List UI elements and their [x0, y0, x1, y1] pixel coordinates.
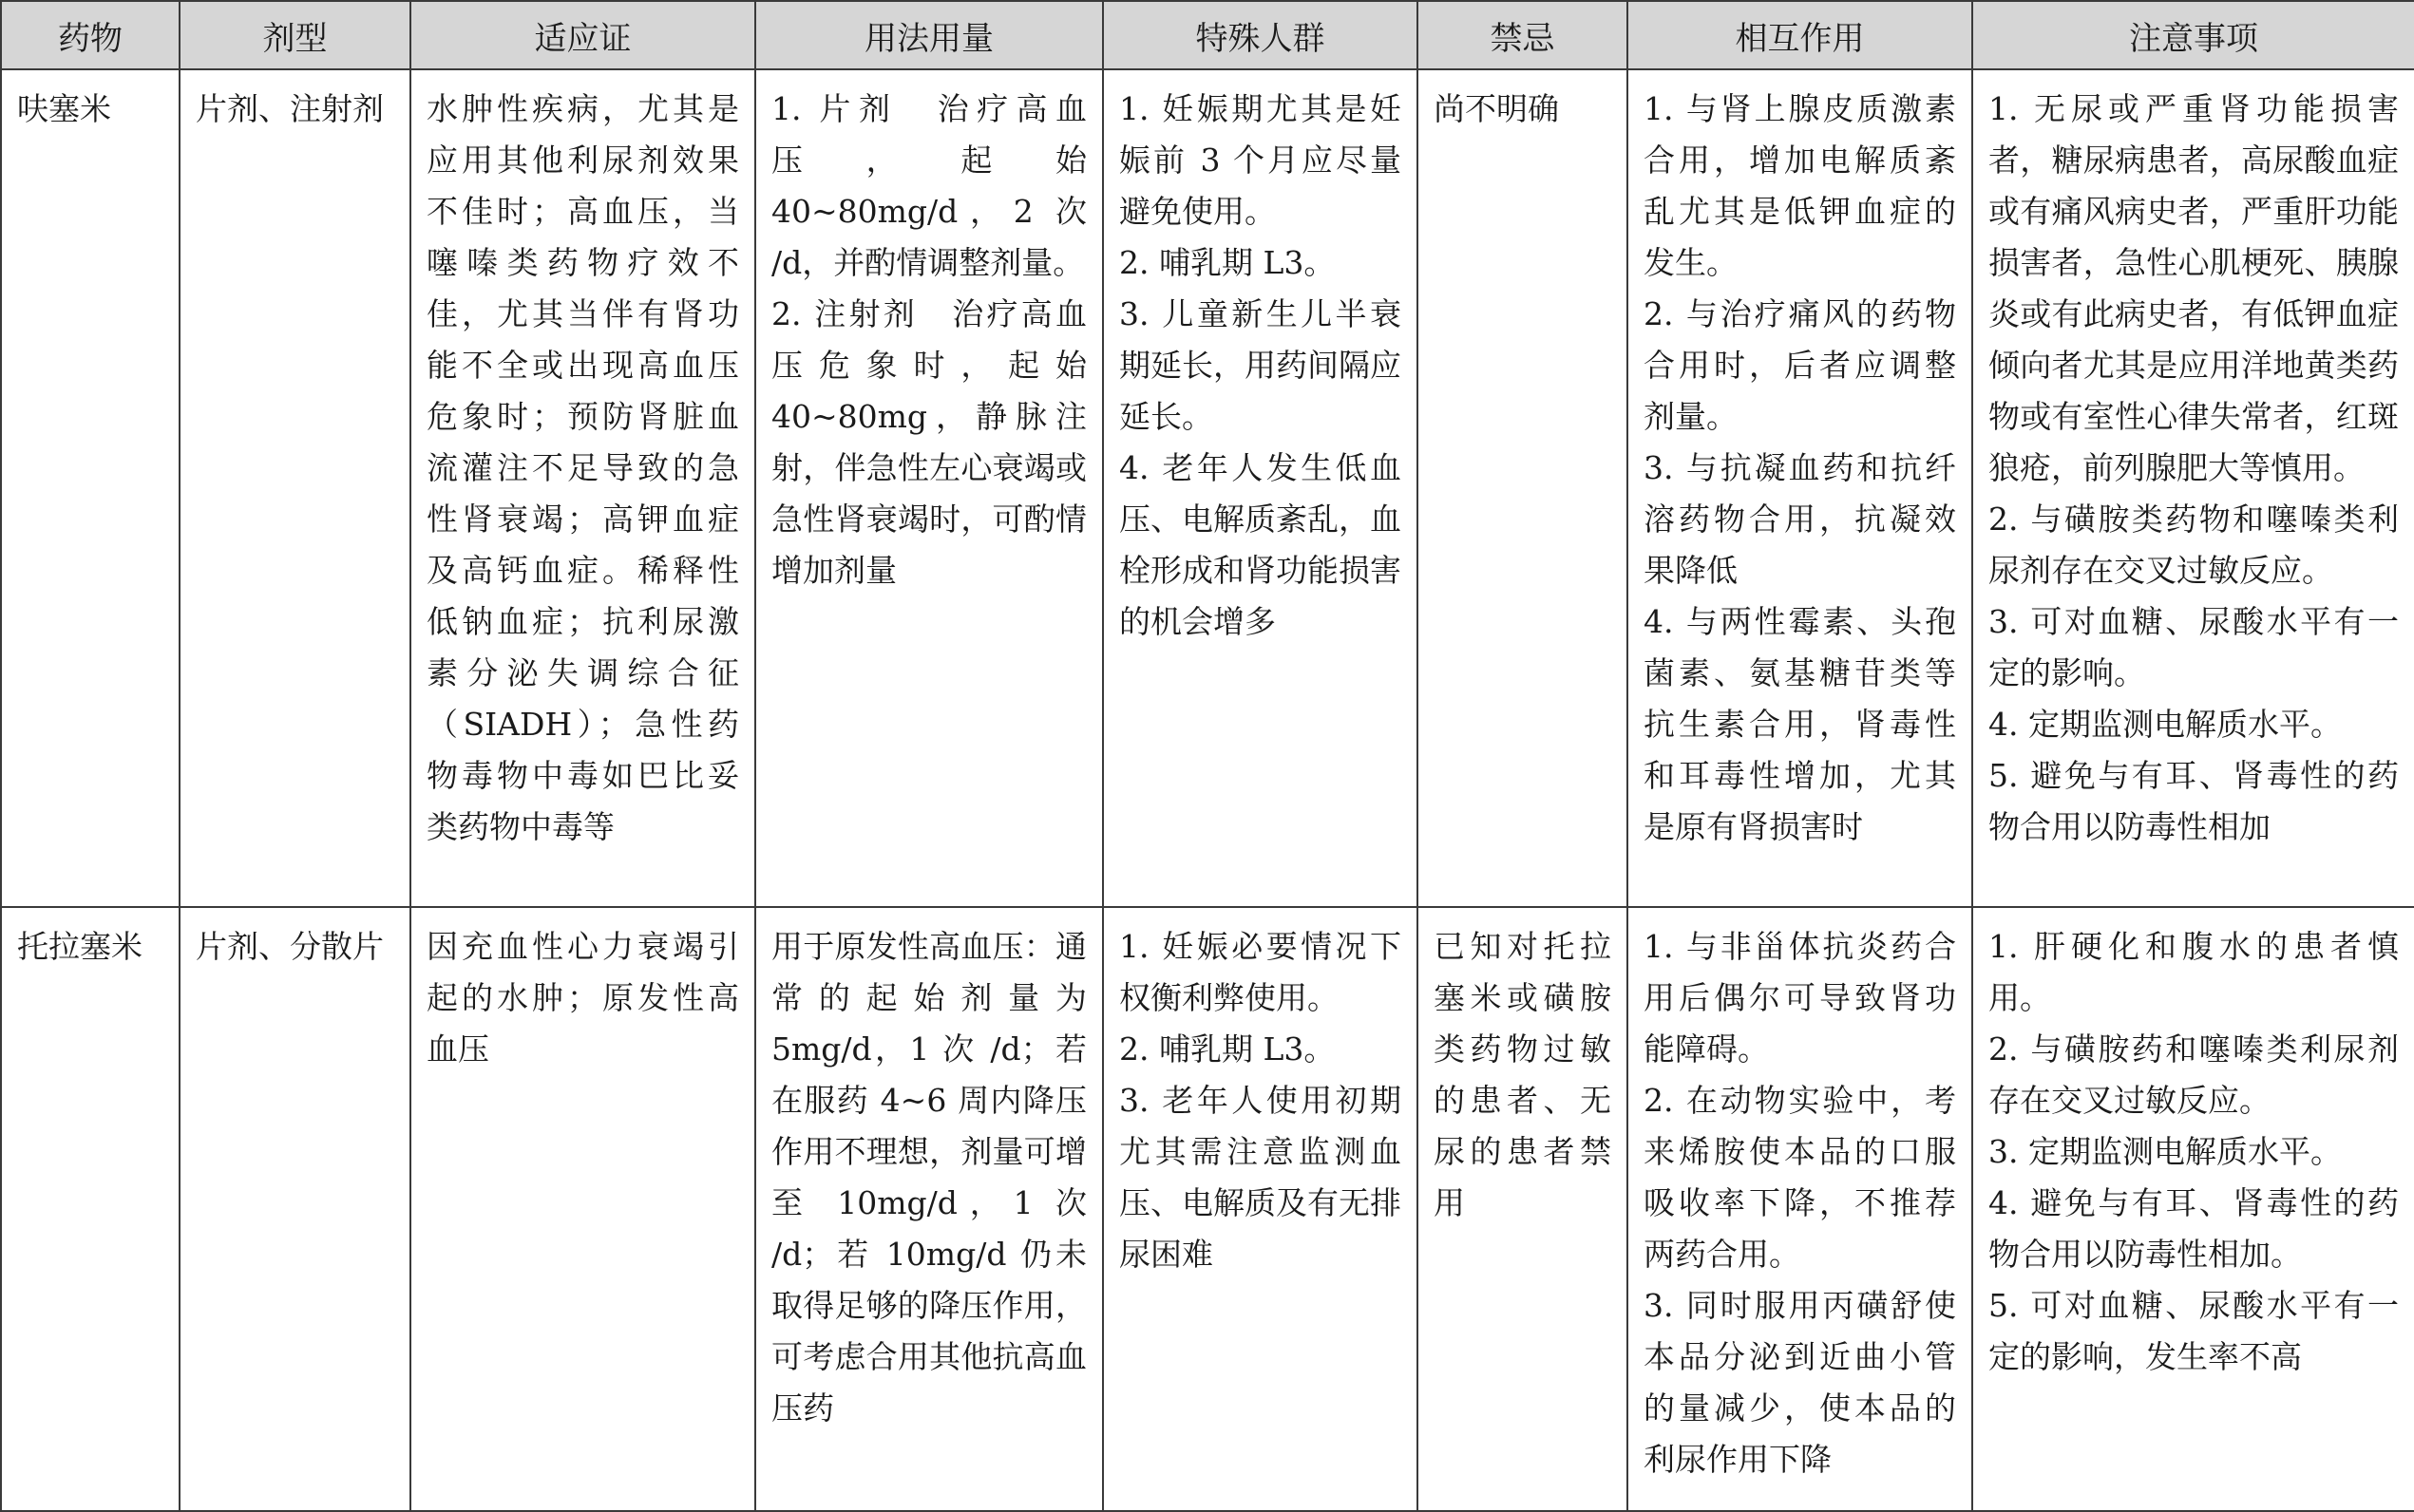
- cell-paragraph: 2. 注射剂 治疗高血压危象时，起始 40~80mg，静脉注射，伴急性左心衰竭或急性肾衰竭时，可酌情增加剂量: [771, 295, 1087, 589]
- cell-paragraph: 1. 肝硬化和腹水的患者慎用。: [1988, 928, 2399, 1016]
- precautions-cell: [1972, 907, 2414, 1511]
- header-form: 剂型: [180, 1, 410, 69]
- cell-paragraph: 2. 与治疗痛风的药物合用时，后者应调整剂量。: [1644, 295, 1956, 435]
- header-drug: 药物: [1, 1, 180, 69]
- cell-paragraph: 尚不明确: [1434, 90, 1559, 127]
- indications-cell: [410, 69, 755, 907]
- cell-paragraph: 水肿性疾病，尤其是应用其他利尿剂效果不佳时；高血压，当噻嗪类药物疗效不佳，尤其当伴有肾功能不全或出现高血压危象时；预防肾脏血流灌注不足导致的急性肾衰竭；高钾血症及高钙血症。稀释性低钠血症；抗利尿激素分泌失调综合征（SIADH）；急性药物毒物中毒如巴比妥类药物中毒等: [427, 90, 739, 845]
- cell-paragraph: 1. 片剂 治疗高血压，起始 40~80mg/d，2 次 /d，并酌情调整剂量。: [771, 90, 1087, 281]
- cell-paragraph: 2. 与磺胺药和噻嗪类利尿剂存在交叉过敏反应。: [1988, 1030, 2399, 1119]
- cell-paragraph: 用于原发性高血压：通常的起始剂量为 5mg/d，1 次 /d；若在服药 4~6 周内降压作用不理想，剂量可增至 10mg/d，1 次 /d；若 10mg/d 仍未取得足够的降压作用，可考虑合用其他抗高血压药: [771, 928, 1087, 1427]
- special-populations-cell: [1103, 69, 1417, 907]
- header-indications: 适应证: [410, 1, 755, 69]
- interactions-cell: [1627, 69, 1972, 907]
- cell-paragraph: 4. 老年人发生低血压、电解质紊乱，血栓形成和肾功能损害的机会增多: [1119, 449, 1401, 640]
- cell-paragraph: 4. 避免与有耳、肾毒性的药物合用以防毒性相加。: [1988, 1184, 2399, 1273]
- cell-paragraph: 4. 与两性霉素、头孢菌素、氨基糖苷类等抗生素合用，肾毒性和耳毒性增加，尤其是原有肾损害时: [1644, 603, 1956, 845]
- drug-name-cell: 托拉塞米: [1, 907, 180, 1511]
- cell-paragraph: 4. 定期监测电解质水平。: [1988, 706, 2342, 743]
- cell-paragraph: 1. 与非甾体抗炎药合用后偶尔可导致肾功能障碍。: [1644, 928, 1956, 1068]
- indications-cell: [410, 907, 755, 1511]
- header-contraindications: 禁忌: [1417, 1, 1627, 69]
- header-interactions: 相互作用: [1627, 1, 1972, 69]
- header-dosage: 用法用量: [755, 1, 1103, 69]
- cell-paragraph: 3. 同时服用丙磺舒使本品分泌到近曲小管的量减少，使本品的利尿作用下降: [1644, 1287, 1956, 1478]
- drug-name-cell: 呋塞米: [1, 69, 180, 907]
- cell-paragraph: 3. 定期监测电解质水平。: [1988, 1133, 2342, 1170]
- cell-paragraph: 1. 妊娠必要情况下权衡利弊使用。: [1119, 928, 1401, 1016]
- cell-paragraph: 5. 避免与有耳、肾毒性的药物合用以防毒性相加: [1988, 757, 2399, 845]
- table-row: [1, 907, 2414, 1511]
- cell-paragraph: 3. 可对血糖、尿酸水平有一定的影响。: [1988, 603, 2399, 691]
- dosage-form-cell: 片剂、分散片: [180, 907, 410, 1511]
- cell-paragraph: 1. 无尿或严重肾功能损害者，糖尿病患者，高尿酸血症或有痛风病史者，严重肝功能损害者，急性心肌梗死、胰腺炎或有此病史者，有低钾血症倾向者尤其是应用洋地黄类药物或有室性心律失常者，红斑狼疮，前列腺肥大等慎用。: [1988, 90, 2399, 486]
- cell-paragraph: 已知对托拉塞米或磺胺类药物过敏的患者、无尿的患者禁用: [1434, 928, 1611, 1221]
- special-populations-cell: [1103, 907, 1417, 1511]
- cell-paragraph: 5. 可对血糖、尿酸水平有一定的影响，发生率不高: [1988, 1287, 2399, 1375]
- cell-paragraph: 3. 与抗凝血药和抗纤溶药物合用，抗凝效果降低: [1644, 449, 1956, 589]
- header-special-populations: 特殊人群: [1103, 1, 1417, 69]
- cell-paragraph: 1. 妊娠期尤其是妊娠前 3 个月应尽量避免使用。: [1119, 90, 1401, 230]
- table-row: [1, 69, 2414, 907]
- dosage-form-cell: 片剂、注射剂: [180, 69, 410, 907]
- dosage-cell: [755, 907, 1103, 1511]
- precautions-cell: [1972, 69, 2414, 907]
- header-precautions: 注意事项: [1972, 1, 2414, 69]
- cell-paragraph: 2. 哺乳期 L3。: [1119, 244, 1336, 281]
- cell-paragraph: 3. 儿童新生儿半衰期延长，用药间隔应延长。: [1119, 295, 1401, 435]
- interactions-cell: [1627, 907, 1972, 1511]
- cell-paragraph: 2. 哺乳期 L3。: [1119, 1030, 1336, 1068]
- cell-paragraph: 2. 与磺胺类药物和噻嗪类利尿剂存在交叉过敏反应。: [1988, 501, 2399, 589]
- contraindications-cell: [1417, 907, 1627, 1511]
- contraindications-cell: [1417, 69, 1627, 907]
- dosage-cell: [755, 69, 1103, 907]
- cell-paragraph: 1. 与肾上腺皮质激素合用，增加电解质紊乱尤其是低钾血症的发生。: [1644, 90, 1956, 281]
- cell-paragraph: 因充血性心力衰竭引起的水肿；原发性高血压: [427, 928, 739, 1068]
- header-row: [1, 1, 2414, 69]
- cell-paragraph: 3. 老年人使用初期尤其需注意监测血压、电解质及有无排尿困难: [1119, 1082, 1401, 1273]
- cell-paragraph: 2. 在动物实验中，考来烯胺使本品的口服吸收率下降，不推荐两药合用。: [1644, 1082, 1956, 1273]
